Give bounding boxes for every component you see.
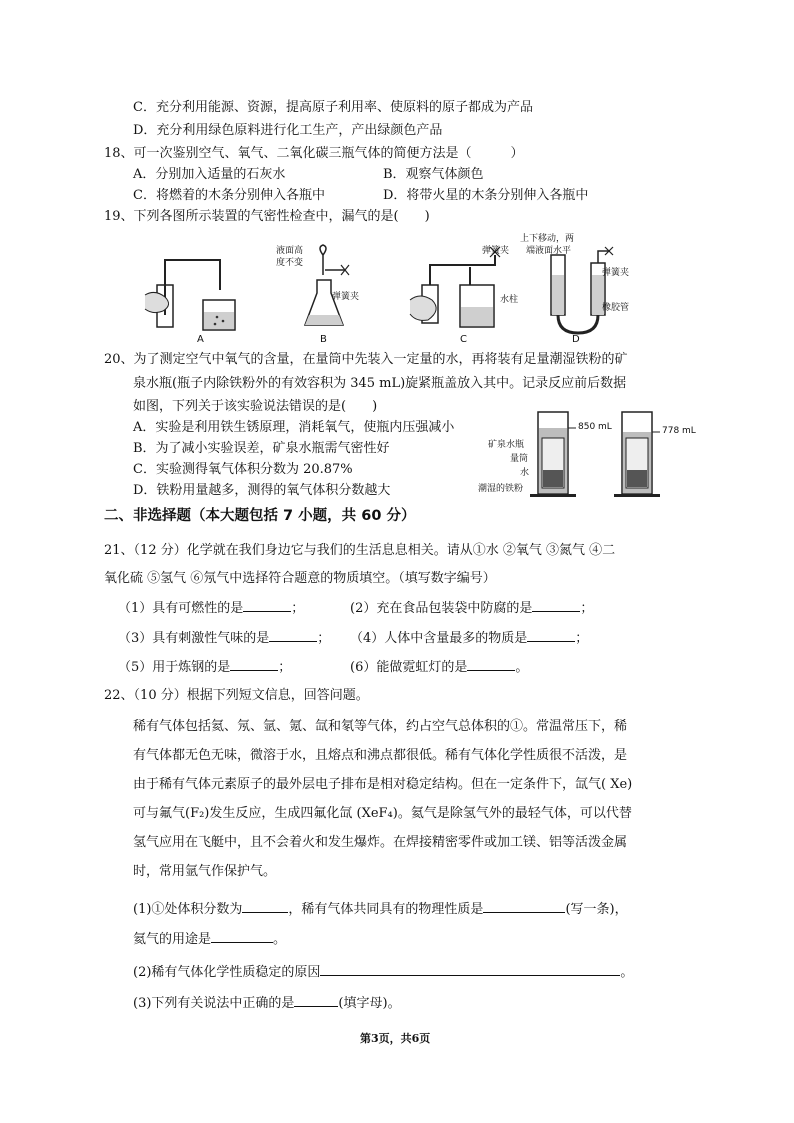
q22-answer-1-continued: 氦气的用途是 。 — [133, 928, 286, 950]
q19-figure-b-letter: B — [320, 334, 327, 345]
q20-label-iron: 潮湿的铁粉 — [478, 484, 524, 494]
section-2-title: 二、非选择题（本大题包括 7 小题，共 60 分） — [104, 508, 416, 524]
q19-figure-d-label-1: 上下移动，两 — [520, 234, 575, 244]
q22-passage-line-4: 可与氟气(F₂)发生反应，生成四氟化氙 (XeF₄)。氦气是除氢气外的最轻气体，可以代替 — [133, 806, 632, 821]
q19-figure-d-letter: D — [572, 334, 580, 345]
q19-figure-c-clamp-label: 弹簧夹 — [482, 246, 510, 256]
q21-item-6: (6）能做霓虹灯的是 。 — [350, 656, 528, 678]
answer-blank[interactable] — [294, 992, 338, 1007]
q20-stem-line-1: 20、为了测定空气中氧气的含量，在量筒中先装入一定量的水，再将装有足量潮湿铁粉的矿 — [104, 352, 628, 367]
q20-reading-after: 778 mL — [662, 426, 696, 436]
q22-passage-line-3: 由于稀有气体元素原子的最外层电子排布是相对稳定结构。但在一定条件下，氙气( Xe) — [133, 777, 633, 792]
q20-stem-line-2: 泉水瓶(瓶子内除铁粉外的有效容积为 345 mL)旋紧瓶盖放入其中。记录反应前后数据 — [133, 376, 627, 391]
q20-label-cylinder: 量筒 — [510, 454, 529, 464]
q19-figure-c — [410, 245, 540, 335]
q21-item-5: （5）用于炼钢的是 ； — [118, 656, 291, 678]
q19-figure-d-tube-label: 橡胶管 — [602, 303, 630, 313]
q22-stem: 22、（10 分）根据下列短文信息，回答问题。 — [104, 688, 369, 703]
q20-option-c: C．实验测得氧气体积分数为 20.87% — [133, 462, 353, 477]
q19-figure-c-water-label: 水柱 — [500, 295, 519, 305]
q18-option-a: A．分别加入适量的石灰水 — [133, 167, 286, 182]
answer-blank[interactable] — [242, 898, 288, 913]
answer-blank[interactable] — [527, 627, 575, 642]
q20-label-water: 水 — [520, 468, 530, 478]
q19-figure-d — [545, 245, 615, 335]
q18-option-d: D．将带火星的木条分别伸入各瓶中 — [383, 188, 589, 203]
q22-answer-3: (3)下列有关说法中正确的是 (填字母)。 — [133, 992, 401, 1014]
q22-passage-line-6: 时，常用氩气作保护气。 — [133, 864, 277, 879]
answer-blank[interactable] — [483, 898, 565, 913]
answer-blank[interactable] — [243, 597, 291, 612]
q19-figure-a-letter: A — [197, 334, 204, 345]
q22-passage-line-5: 氢气应用在飞艇中，且不会着火和发生爆炸。在焊接精密零件或加工镁、铝等活泼金属 — [133, 835, 628, 850]
answer-blank[interactable] — [269, 627, 317, 642]
q19-figure-d-clamp-label: 弹簧夹 — [602, 268, 630, 278]
answer-blank[interactable] — [211, 928, 273, 943]
answer-blank[interactable] — [532, 597, 580, 612]
answer-blank[interactable] — [230, 656, 278, 671]
q20-label-bottle: 矿泉水瓶 — [488, 440, 525, 450]
q19-figure-d-label-2: 端液面水平 — [526, 246, 572, 256]
q21-item-1: （1）具有可燃性的是 ； — [118, 597, 304, 619]
q22-passage-line-1: 稀有气体包括氦、氖、氩、氪、氙和氡等气体，约占空气总体积的①。常温常压下，稀 — [133, 719, 628, 734]
q22-passage-line-2: 有气体都无色无味，微溶于水，且熔点和沸点都很低。稀有气体化学性质很不活泼，是 — [133, 748, 628, 763]
q22-answer-1: (1)①处体积分数为 ，稀有气体共同具有的物理性质是 (写一条)， — [133, 898, 628, 920]
q19-figure-b-label-2: 度不变 — [276, 258, 304, 268]
q19-stem: 19、下列各图所示装置的气密性检查中，漏气的是( ) — [104, 209, 430, 224]
q17-option-d: D．充分利用绿色原料进行化工生产，产出绿颜色产品 — [133, 123, 443, 138]
q21-item-4: （4）人体中含量最多的物质是 ； — [350, 627, 588, 649]
q18-option-b: B．观察气体颜色 — [383, 167, 484, 182]
q21-item-2: (2）充在食品包装袋中防腐的是 ； — [350, 597, 593, 619]
q18-option-c: C．将燃着的木条分别伸入各瓶中 — [133, 188, 325, 203]
q19-figure-a — [145, 245, 255, 335]
answer-blank[interactable] — [320, 961, 620, 976]
q17-option-c: C．充分利用能源、资源，提高原子利用率、使原料的原子都成为产品 — [133, 100, 533, 115]
q18-stem: 18、可一次鉴别空气、氧气、二氧化碳三瓶气体的简便方法是（ ） — [104, 146, 524, 161]
q21-stem-line-1: 21、（12 分）化学就在我们身边它与我们的生活息息相关。请从①水 ②氧气 ③氮气 ④二 — [104, 543, 616, 558]
answer-blank[interactable] — [467, 656, 515, 671]
page-footer: 第3页，共6页 — [360, 1032, 431, 1045]
q19-figure-b-clamp-label: 弹簧夹 — [332, 292, 360, 302]
q19-figure-b-label-1: 液面高 — [276, 246, 304, 256]
q19-figure-c-letter: C — [460, 334, 467, 345]
q20-option-b: B．为了减小实验误差，矿泉水瓶需气密性好 — [133, 441, 390, 456]
q20-stem-line-3: 如图，下列关于该实验说法错误的是( ) — [133, 399, 378, 414]
q20-option-d: D．铁粉用量越多，测得的氧气体积分数越大 — [133, 483, 391, 498]
q20-reading-before: 850 mL — [578, 422, 612, 432]
q21-item-3: （3）具有刺激性气味的是 ； — [118, 627, 330, 649]
q20-option-a: A．实验是利用铁生锈原理，消耗氧气，使瓶内压强减小 — [133, 420, 455, 435]
q21-stem-line-2: 氧化硫 ⑤氢气 ⑥氖气中选择符合题意的物质填空。（填写数字编号） — [104, 571, 496, 586]
q22-answer-2: (2)稀有气体化学性质稳定的原因 。 — [133, 961, 633, 983]
